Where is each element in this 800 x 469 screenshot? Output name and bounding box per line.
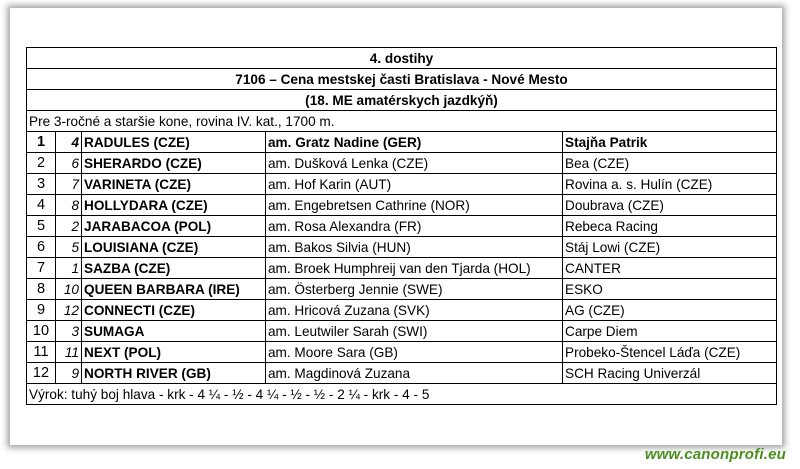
- owner-cell: Stajňa Patrik: [563, 132, 777, 153]
- owner-cell: Rovina a. s. Hulín (CZE): [563, 174, 777, 195]
- start-number-cell: 10: [56, 279, 82, 300]
- start-number-cell: 5: [56, 237, 82, 258]
- position-cell: 11: [27, 342, 56, 363]
- table-row: [27, 174, 777, 195]
- owner-cell: Rebeca Racing: [563, 216, 777, 237]
- race-conditions: Pre 3-ročné a staršie kone, rovina IV. kat., 1700 m.: [27, 111, 777, 132]
- start-number-cell: 9: [56, 363, 82, 384]
- rider-cell: am. Hricová Zuzana (SVK): [266, 300, 563, 321]
- position-cell: 3: [27, 174, 56, 195]
- position-cell: 12: [27, 363, 56, 384]
- horse-cell: NORTH RIVER (GB): [82, 363, 266, 384]
- results-table: [26, 47, 777, 405]
- start-number-cell: 2: [56, 216, 82, 237]
- owner-cell: Doubrava (CZE): [563, 195, 777, 216]
- table-row: [27, 195, 777, 216]
- table-row: [27, 342, 777, 363]
- owner-cell: SCH Racing Univerzál: [563, 363, 777, 384]
- race-margins: Výrok: tuhý boj hlava - krk - 4 ¼ - ½ - 4 ¼ - ½ - ½ - 2 ¼ - krk - 4 - 5: [27, 384, 777, 405]
- rider-cell: am. Moore Sara (GB): [266, 342, 563, 363]
- owner-cell: Stáj Lowi (CZE): [563, 237, 777, 258]
- race-title: 4. dostihy: [27, 48, 777, 69]
- table-row: [27, 132, 777, 153]
- table-row: [27, 363, 777, 384]
- horse-cell: VARINETA (CZE): [82, 174, 266, 195]
- race-name: 7106 – Cena mestskej časti Bratislava - Nové Mesto: [27, 69, 777, 90]
- start-number-cell: 1: [56, 258, 82, 279]
- position-cell: 4: [27, 195, 56, 216]
- rider-cell: am. Dušková Lenka (CZE): [266, 153, 563, 174]
- table-row: [27, 153, 777, 174]
- position-cell: 2: [27, 153, 56, 174]
- start-number-cell: 6: [56, 153, 82, 174]
- start-number-cell: 11: [56, 342, 82, 363]
- owner-cell: Bea (CZE): [563, 153, 777, 174]
- watermark: www.canonprofi.eu: [644, 446, 786, 463]
- position-cell: 6: [27, 237, 56, 258]
- owner-cell: ESKO: [563, 279, 777, 300]
- table-row: [27, 216, 777, 237]
- horse-cell: SHERARDO (CZE): [82, 153, 266, 174]
- position-cell: 7: [27, 258, 56, 279]
- table-row: [27, 237, 777, 258]
- position-cell: 10: [27, 321, 56, 342]
- owner-cell: Carpe Diem: [563, 321, 777, 342]
- rider-cell: am. Gratz Nadine (GER): [266, 132, 563, 153]
- table-row: [27, 279, 777, 300]
- start-number-cell: 7: [56, 174, 82, 195]
- horse-cell: JARABACOA (POL): [82, 216, 266, 237]
- rider-cell: am. Bakos Silvia (HUN): [266, 237, 563, 258]
- rider-cell: am. Rosa Alexandra (FR): [266, 216, 563, 237]
- position-cell: 9: [27, 300, 56, 321]
- owner-cell: AG (CZE): [563, 300, 777, 321]
- rider-cell: am. Hof Karin (AUT): [266, 174, 563, 195]
- rider-cell: am. Österberg Jennie (SWE): [266, 279, 563, 300]
- rider-cell: am. Magdinová Zuzana: [266, 363, 563, 384]
- start-number-cell: 8: [56, 195, 82, 216]
- position-cell: 8: [27, 279, 56, 300]
- horse-cell: HOLLYDARA (CZE): [82, 195, 266, 216]
- race-subtitle: (18. ME amatérskych jazdkýň): [27, 90, 777, 111]
- table-row: [27, 321, 777, 342]
- owner-cell: CANTER: [563, 258, 777, 279]
- position-cell: 1: [27, 132, 56, 153]
- horse-cell: QUEEN BARBARA (IRE): [82, 279, 266, 300]
- rider-cell: am. Engebretsen Cathrine (NOR): [266, 195, 563, 216]
- horse-cell: SUMAGA: [82, 321, 266, 342]
- start-number-cell: 12: [56, 300, 82, 321]
- horse-cell: NEXT (POL): [82, 342, 266, 363]
- table-row: [27, 258, 777, 279]
- rider-cell: am. Broek Humphreij van den Tjarda (HOL): [266, 258, 563, 279]
- horse-cell: CONNECTI (CZE): [82, 300, 266, 321]
- start-number-cell: 4: [56, 132, 82, 153]
- horse-cell: RADULES (CZE): [82, 132, 266, 153]
- horse-cell: SAZBA (CZE): [82, 258, 266, 279]
- table-row: [27, 300, 777, 321]
- rider-cell: am. Leutwiler Sarah (SWI): [266, 321, 563, 342]
- position-cell: 5: [27, 216, 56, 237]
- start-number-cell: 3: [56, 321, 82, 342]
- owner-cell: Probeko-Štencel Láďa (CZE): [563, 342, 777, 363]
- horse-cell: LOUISIANA (CZE): [82, 237, 266, 258]
